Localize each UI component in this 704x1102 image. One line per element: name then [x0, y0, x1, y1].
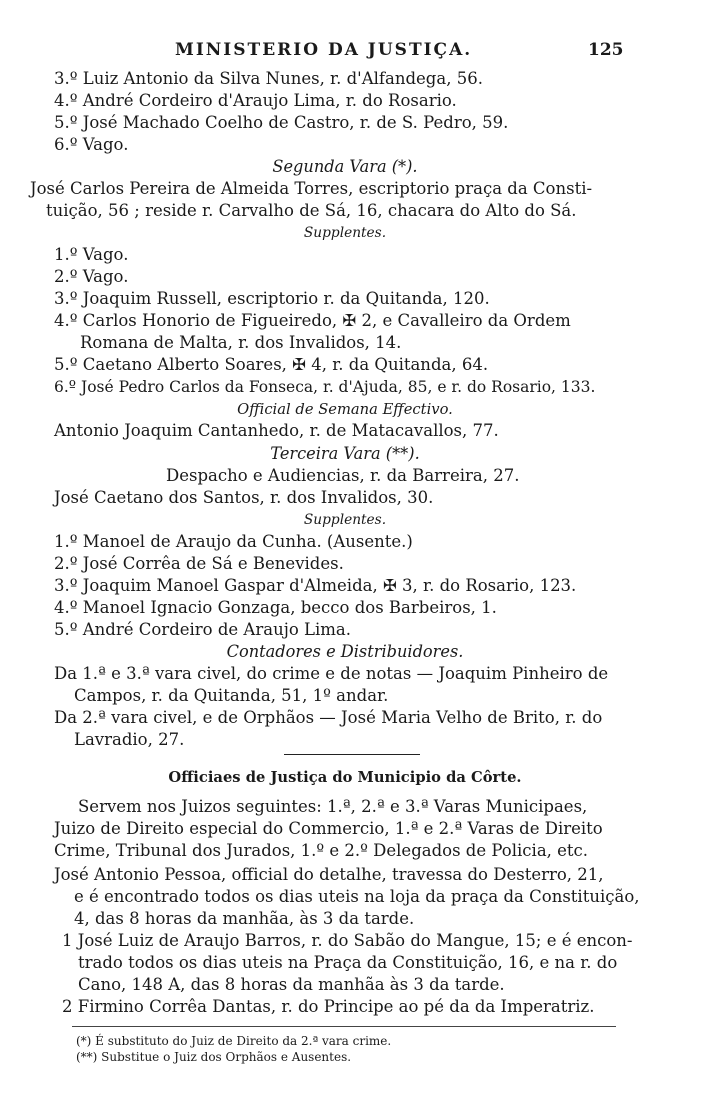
text-line: tuição, 56 ; reside r. Carvalho de Sá, 16, chacara do Alto do Sá. [46, 201, 577, 220]
text-line: 3.º Luiz Antonio da Silva Nunes, r. d'Alfandega, 56. [54, 69, 483, 88]
section-heading: Segunda Vara (*). [272, 157, 418, 176]
text-line: José Antonio Pessoa, official do detalhe, travessa do Desterro, 21, [54, 865, 604, 884]
text-line: Romana de Malta, r. dos Invalidos, 14. [80, 333, 402, 352]
section-heading: Terceira Vara (**). [270, 444, 420, 463]
text-line: Campos, r. da Quitanda, 51, 1º andar. [74, 686, 389, 705]
footnote: (**) Substitue o Juiz dos Orphãos e Ausentes. [76, 1050, 352, 1064]
text-line: Servem nos Juizos seguintes: 1.ª, 2.ª e 3.ª Varas Municipaes, [78, 797, 588, 816]
text-line: trado todos os dias uteis na Praça da Constituição, 16, e na r. do [78, 953, 618, 972]
page-number: 125 [588, 40, 624, 60]
text-line: 4.º André Cordeiro d'Araujo Lima, r. do Rosario. [54, 91, 457, 110]
text-line: 1 José Luiz de Araujo Barros, r. do Sabão do Mangue, 15; e é encon- [62, 931, 633, 950]
text-line: 6.º José Pedro Carlos da Fonseca, r. d'Ajuda, 85, e r. do Rosario, 133. [54, 378, 596, 396]
section-heading: Contadores e Distribuidores. [226, 642, 464, 661]
text-line: Crime, Tribunal dos Jurados, 1.º e 2.º Delegados de Policia, etc. [54, 841, 589, 860]
subsection-heading: Supplentes. [303, 512, 387, 528]
text-line: Despacho e Audiencias, r. da Barreira, 27. [166, 466, 520, 485]
footnote: (*) É substituto do Juiz de Direito da 2.ª vara crime. [76, 1034, 392, 1048]
text-line: 5.º André Cordeiro de Araujo Lima. [54, 620, 351, 639]
section-divider [284, 754, 420, 755]
text-line: Antonio Joaquim Cantanhedo, r. de Matacavallos, 77. [54, 421, 499, 440]
text-line: 4, das 8 horas da manhãa, às 3 da tarde. [74, 909, 415, 928]
section-title: Officiaes de Justiça do Municipio da Côrte. [168, 768, 522, 786]
text-line: 2 Firmino Corrêa Dantas, r. do Principe ao pé da da Imperatriz. [62, 997, 595, 1016]
text-line: Da 1.ª e 3.ª vara civel, do crime e de notas — Joaquim Pinheiro de [54, 664, 609, 683]
text-line: e é encontrado todos os dias uteis na loja da praça da Constituição, [74, 887, 640, 906]
text-line: 5.º Caetano Alberto Soares, ✠ 4, r. da Quitanda, 64. [54, 355, 489, 374]
text-line: 4.º Carlos Honorio de Figueiredo, ✠ 2, e Cavalleiro da Ordem [54, 311, 571, 330]
text-line: Cano, 148 A, das 8 horas da manhãa às 3 da tarde. [78, 975, 505, 994]
text-line: Juizo de Direito especial do Commercio, 1.ª e 2.ª Varas de Direito [54, 819, 603, 838]
running-header [0, 40, 704, 64]
text-line: José Carlos Pereira de Almeida Torres, escriptorio praça da Consti- [30, 179, 593, 198]
text-line: José Caetano dos Santos, r. dos Invalidos, 30. [54, 488, 434, 507]
text-line: Da 2.ª vara civel, e de Orphãos — José Maria Velho de Brito, r. do [54, 708, 603, 727]
text-line: 2.º Vago. [54, 267, 129, 286]
header-title: MINISTERIO DA JUSTIÇA. [175, 40, 473, 60]
text-line: 4.º Manoel Ignacio Gonzaga, becco dos Barbeiros, 1. [54, 598, 497, 617]
subsection-heading: Supplentes. [303, 225, 387, 241]
text-line: 3.º Joaquim Russell, escriptorio r. da Quitanda, 120. [54, 289, 490, 308]
text-line: 1.º Vago. [54, 245, 129, 264]
section-heading: Official de Semana Effectivo. [237, 400, 453, 418]
text-line: 3.º Joaquim Manoel Gaspar d'Almeida, ✠ 3, r. do Rosario, 123. [54, 576, 577, 595]
footnote-divider [72, 1026, 616, 1027]
text-line: 6.º Vago. [54, 135, 129, 154]
text-line: 5.º José Machado Coelho de Castro, r. de S. Pedro, 59. [54, 113, 509, 132]
text-line: Lavradio, 27. [74, 730, 185, 749]
text-line: 2.º José Corrêa de Sá e Benevides. [54, 554, 344, 573]
text-line: 1.º Manoel de Araujo da Cunha. (Ausente.) [54, 532, 413, 551]
